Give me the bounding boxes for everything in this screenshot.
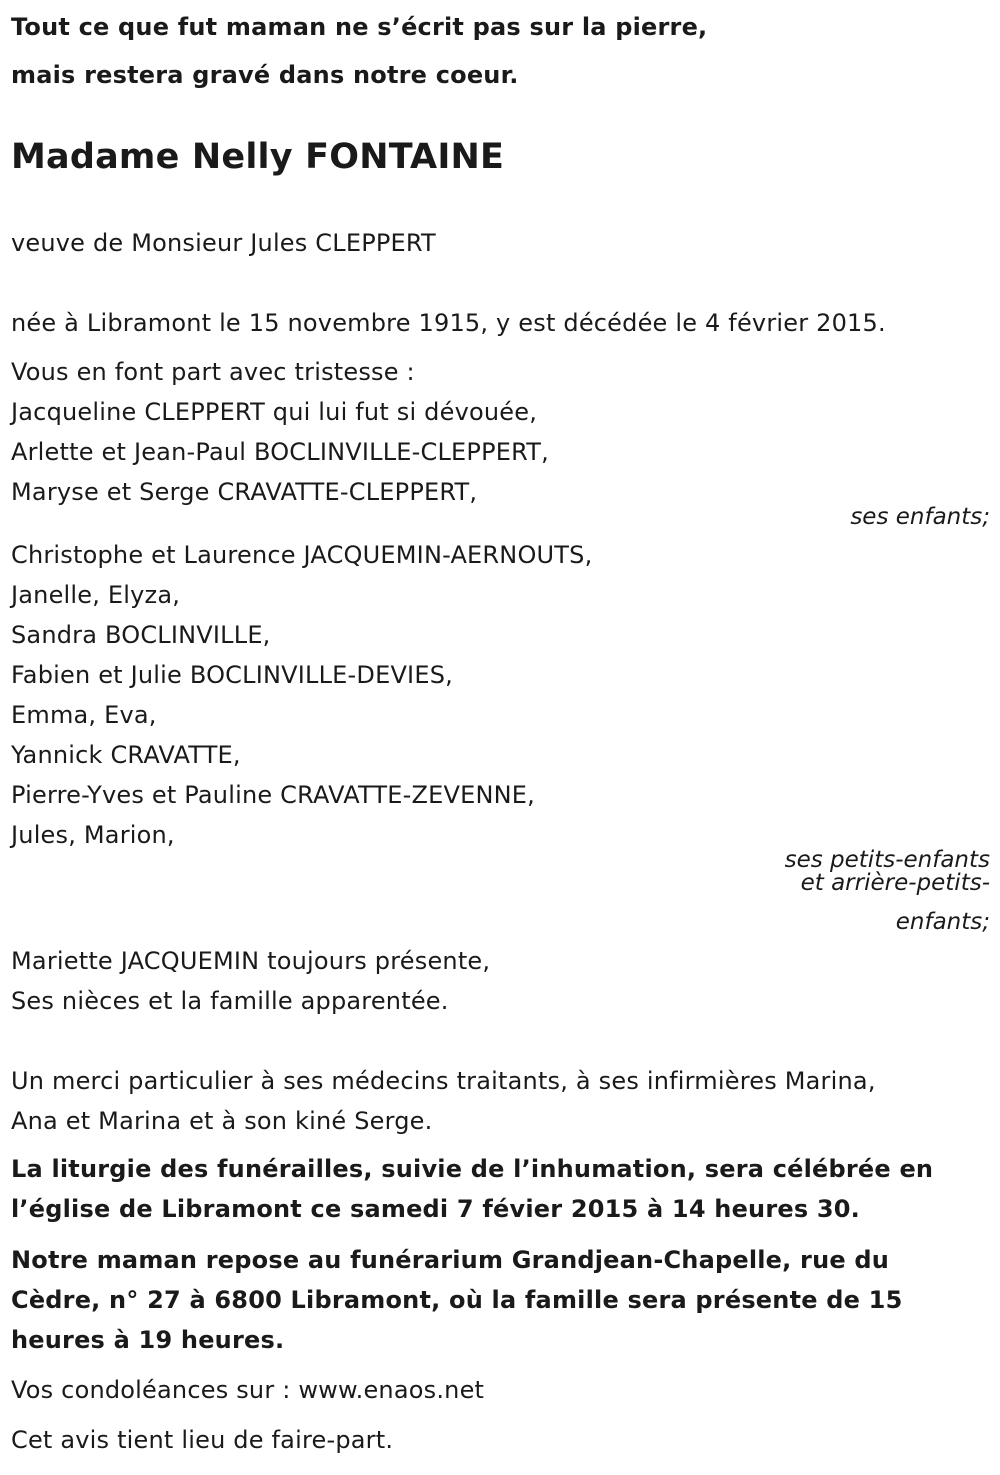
thanks-line-2: Ana et Marina et à son kiné Serge. (11, 1107, 433, 1135)
condolences-line: Vos condoléances sur : www.enaos.net (11, 1376, 485, 1404)
widow-of-line: veuve de Monsieur Jules CLEPPERT (11, 229, 436, 257)
grandchildren-label-1: ses petits-enfants (784, 847, 990, 873)
funeral-home-line-1: Notre maman repose au funérarium Grandjean-Chapelle, rue du (11, 1246, 890, 1274)
grandchildren-label-3: enfants; (895, 909, 990, 935)
grandchild-line: Jules, Marion, (11, 821, 175, 849)
child-line: Jacqueline CLEPPERT qui lui fut si dévouée, (11, 398, 538, 426)
thanks-line-1: Un merci particulier à ses médecins traitants, à ses infirmières Marina, (11, 1067, 876, 1095)
deceased-name: Madame Nelly FONTAINE (11, 137, 505, 177)
grandchild-line: Christophe et Laurence JACQUEMIN-AERNOUTS, (11, 541, 593, 569)
relative-line: Ses nièces et la famille apparentée. (11, 987, 449, 1015)
ceremony-line-2: l’église de Libramont ce samedi 7 févier 2015 à 14 heures 30. (11, 1195, 861, 1223)
child-line: Maryse et Serge CRAVATTE-CLEPPERT, (11, 478, 478, 506)
grandchild-line: Fabien et Julie BOCLINVILLE-DEVIES, (11, 661, 453, 689)
grandchildren-label-2: et arrière-petits- (800, 870, 990, 896)
funeral-home-line-2: Cèdre, n° 27 à 6800 Libramont, où la famille sera présente de 15 (11, 1286, 903, 1314)
grandchild-line: Pierre-Yves et Pauline CRAVATTE-ZEVENNE, (11, 781, 535, 809)
grandchild-line: Emma, Eva, (11, 701, 157, 729)
grandchild-line: Sandra BOCLINVILLE, (11, 621, 271, 649)
epitaph-line-2: mais restera gravé dans notre coeur. (11, 61, 519, 89)
ceremony-line-1: La liturgie des funérailles, suivie de l’inhumation, sera célébrée en (11, 1155, 934, 1183)
epitaph-line-1: Tout ce que fut maman ne s’écrit pas sur la pierre, (11, 13, 708, 41)
grandchild-line: Janelle, Elyza, (11, 581, 181, 609)
grandchild-line: Yannick CRAVATTE, (11, 741, 241, 769)
birth-death-line: née à Libramont le 15 novembre 1915, y est décédée le 4 février 2015. (11, 309, 886, 337)
announcers-intro: Vous en font part avec tristesse : (11, 358, 415, 386)
relative-line: Mariette JACQUEMIN toujours présente, (11, 947, 491, 975)
children-label: ses enfants; (850, 504, 990, 530)
child-line: Arlette et Jean-Paul BOCLINVILLE-CLEPPERT, (11, 438, 549, 466)
notice-line: Cet avis tient lieu de faire-part. (11, 1426, 394, 1454)
funeral-home-line-3: heures à 19 heures. (11, 1326, 285, 1354)
